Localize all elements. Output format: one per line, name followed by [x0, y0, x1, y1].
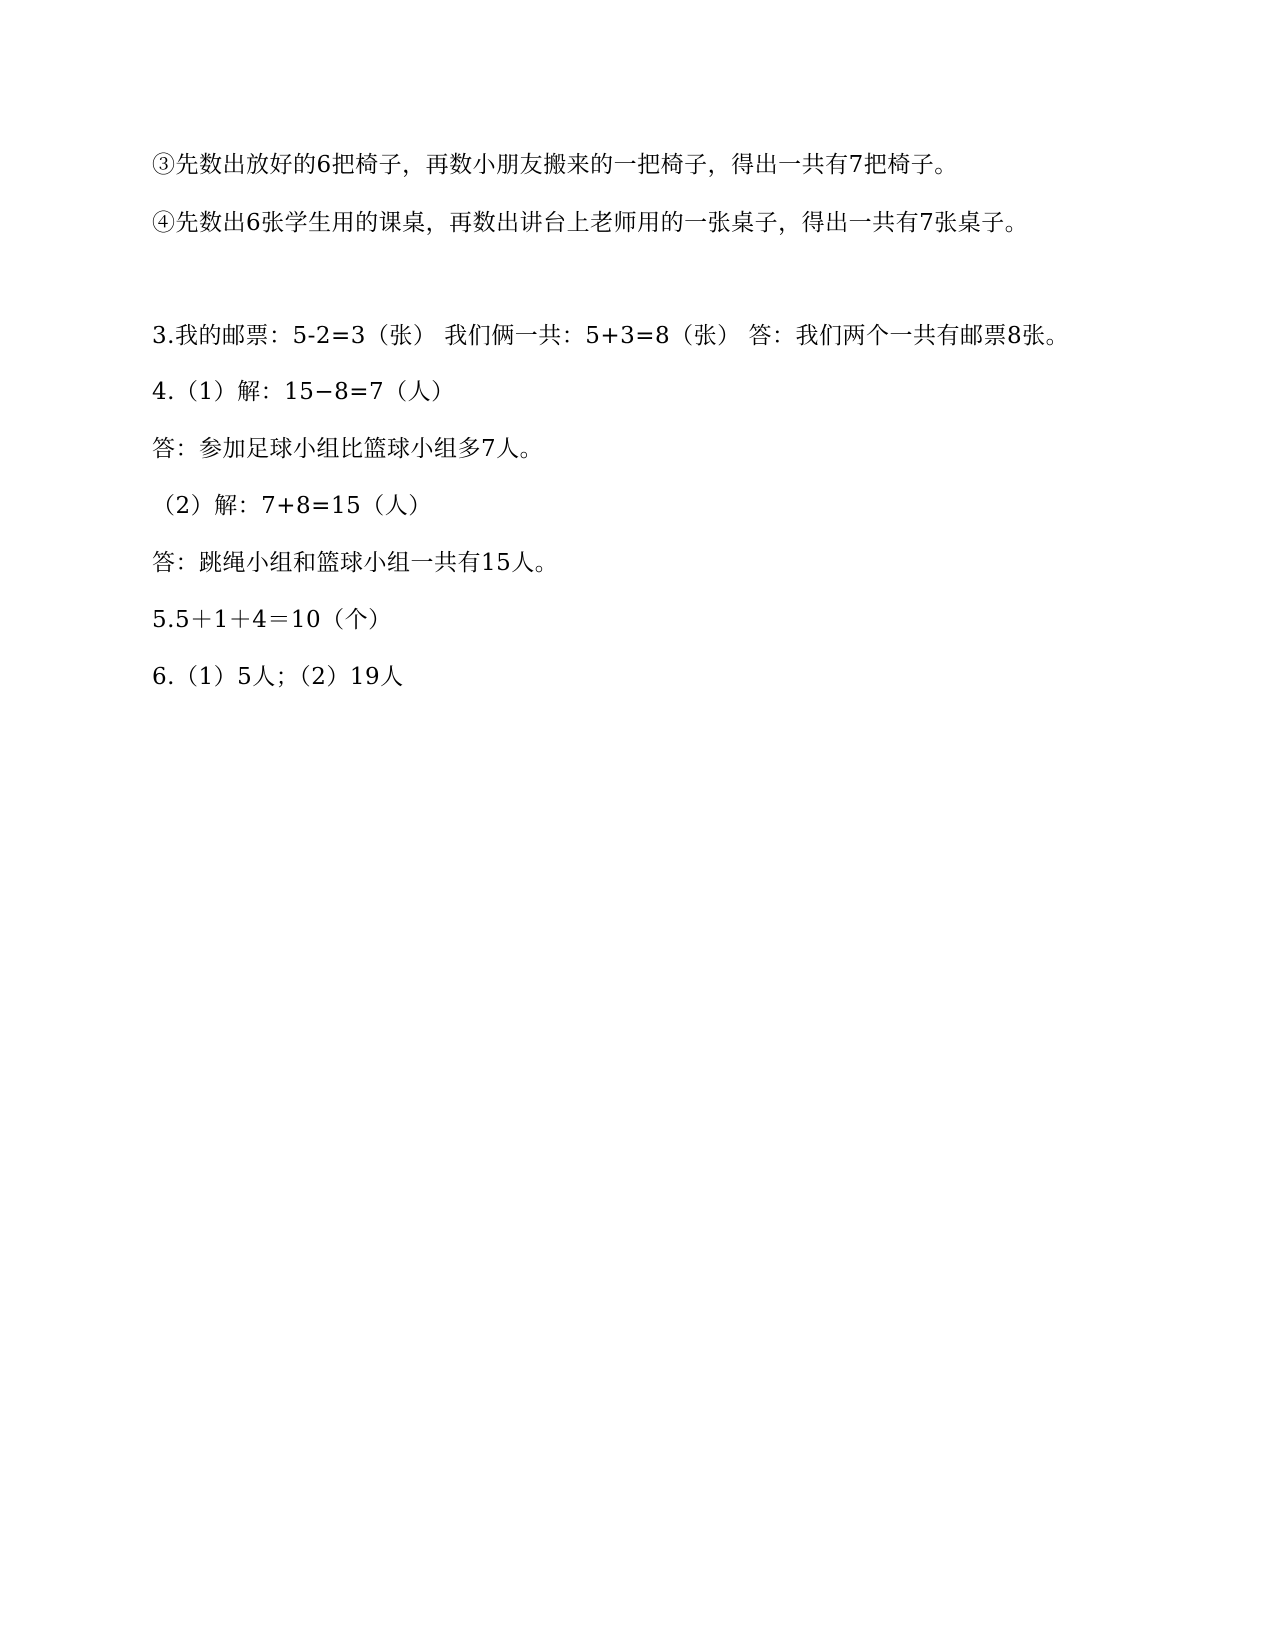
answer-line-q5: 5.5＋1＋4＝10（个）	[152, 607, 392, 633]
answer-line-q6: 6.（1）5人；（2）19人	[152, 664, 404, 690]
answer-line-q4-part2: （2）解：7+8=15（人）	[152, 493, 432, 519]
answer-line-q4-part1: 4.（1）解：15−8=7（人）	[152, 379, 455, 405]
answer-line-circle-3: ③先数出放好的6把椅子，再数小朋友搬来的一把椅子，得出一共有7把椅子。	[152, 152, 958, 178]
answer-line-q4-part1-answer: 答：参加足球小组比篮球小组多7人。	[152, 436, 544, 462]
answer-line-circle-4: ④先数出6张学生用的课桌，再数出讲台上老师用的一张桌子，得出一共有7张桌子。	[152, 210, 1029, 236]
answer-line-q3: 3.我的邮票：5-2=3（张） 我们俩一共：5+3=8（张） 答：我们两个一共有邮票8张。	[152, 323, 1070, 349]
answer-line-q4-part2-answer: 答：跳绳小组和篮球小组一共有15人。	[152, 550, 559, 576]
